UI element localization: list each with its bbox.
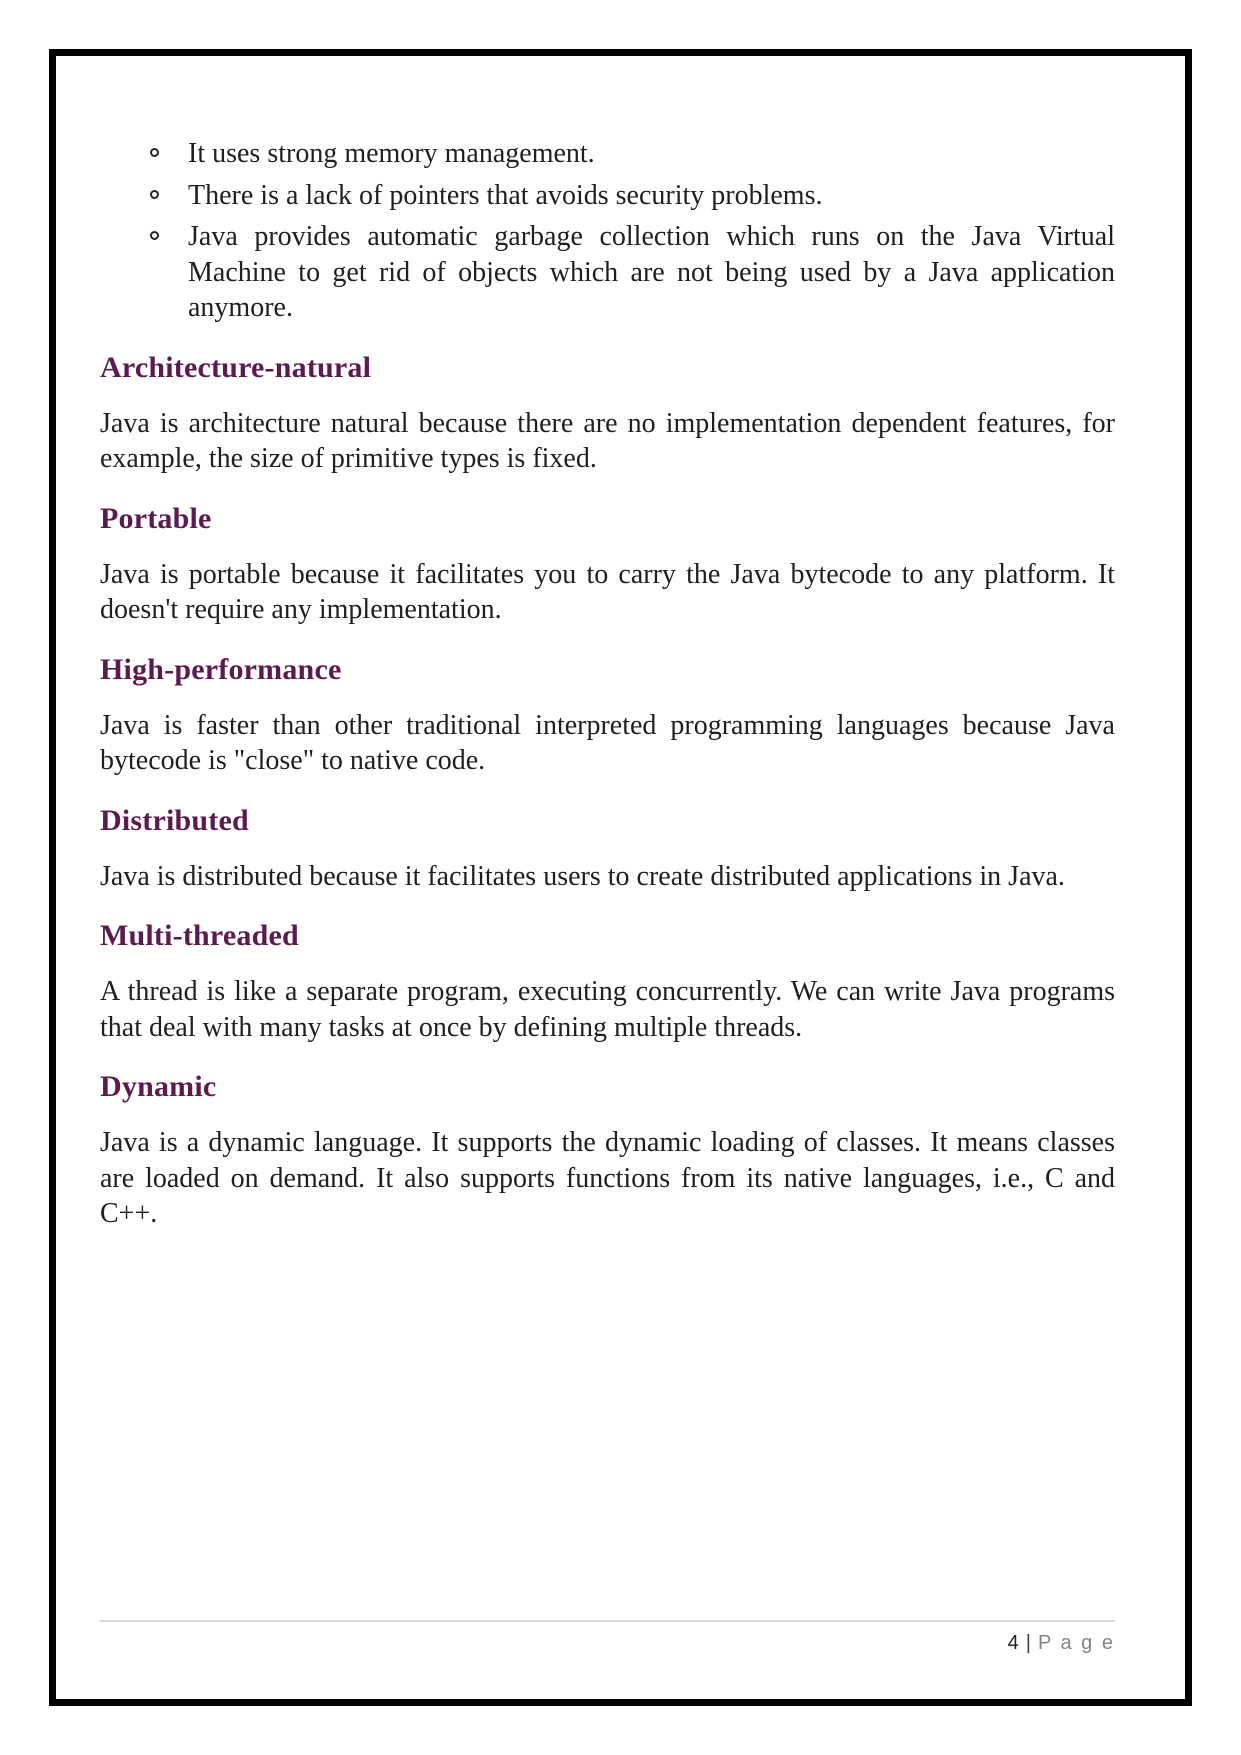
section-heading: Multi-threaded [100,919,299,952]
page-number: 4 [1007,1632,1019,1654]
bullet-list [100,136,1115,326]
section-paragraph: Java is portable because it facilitates you to carry the Java bytecode to any platform. It doesn't require any implementation. [100,558,1115,625]
bullet-text: There is a lack of pointers that avoids security problems. [188,179,823,211]
list-item [188,219,1115,326]
circle-bullet-icon [150,231,159,240]
section-paragraph: Java is a dynamic language. It supports the dynamic loading of classes. It means classes are loaded on demand. It also supports functions from its native languages, i.e., C and C++. [100,1127,1115,1229]
footer-separator: | [1025,1632,1031,1654]
bullet-text: It uses strong memory management. [188,138,595,169]
section-paragraph: Java is faster than other traditional interpreted programming languages because Java bytecode is "close" to native code. [100,709,1115,776]
bullet-text: Java provides automatic garbage collection which runs on the Java Virtual Machine to get rid of objects which are not being used by a Java application anymore. [188,221,1115,323]
section-heading: Architecture-natural [100,350,372,384]
list-item [188,136,1115,172]
section-heading: High-performance [100,652,342,686]
section-paragraph: Java is distributed because it facilitates users to create distributed applications in Java. [100,860,1065,892]
section-paragraph: Java is architecture natural because there are no implementation dependent features, for example, the size of primitive types is fixed. [100,407,1115,474]
section-heading: Portable [100,501,212,535]
footer [100,1620,1115,1655]
section-heading: Distributed [100,803,249,837]
section-heading: Dynamic [100,1070,217,1103]
circle-bullet-icon [150,190,159,199]
footer-page-label: P a g e [1037,1632,1115,1654]
page-frame [49,49,1192,1706]
section-paragraph: A thread is like a separate program, executing concurrently. We can write Java programs that deal with many tasks at once by defining multiple threads. [100,976,1115,1043]
document-body [100,136,1115,1232]
circle-bullet-icon [150,148,159,157]
list-item [188,178,1115,214]
